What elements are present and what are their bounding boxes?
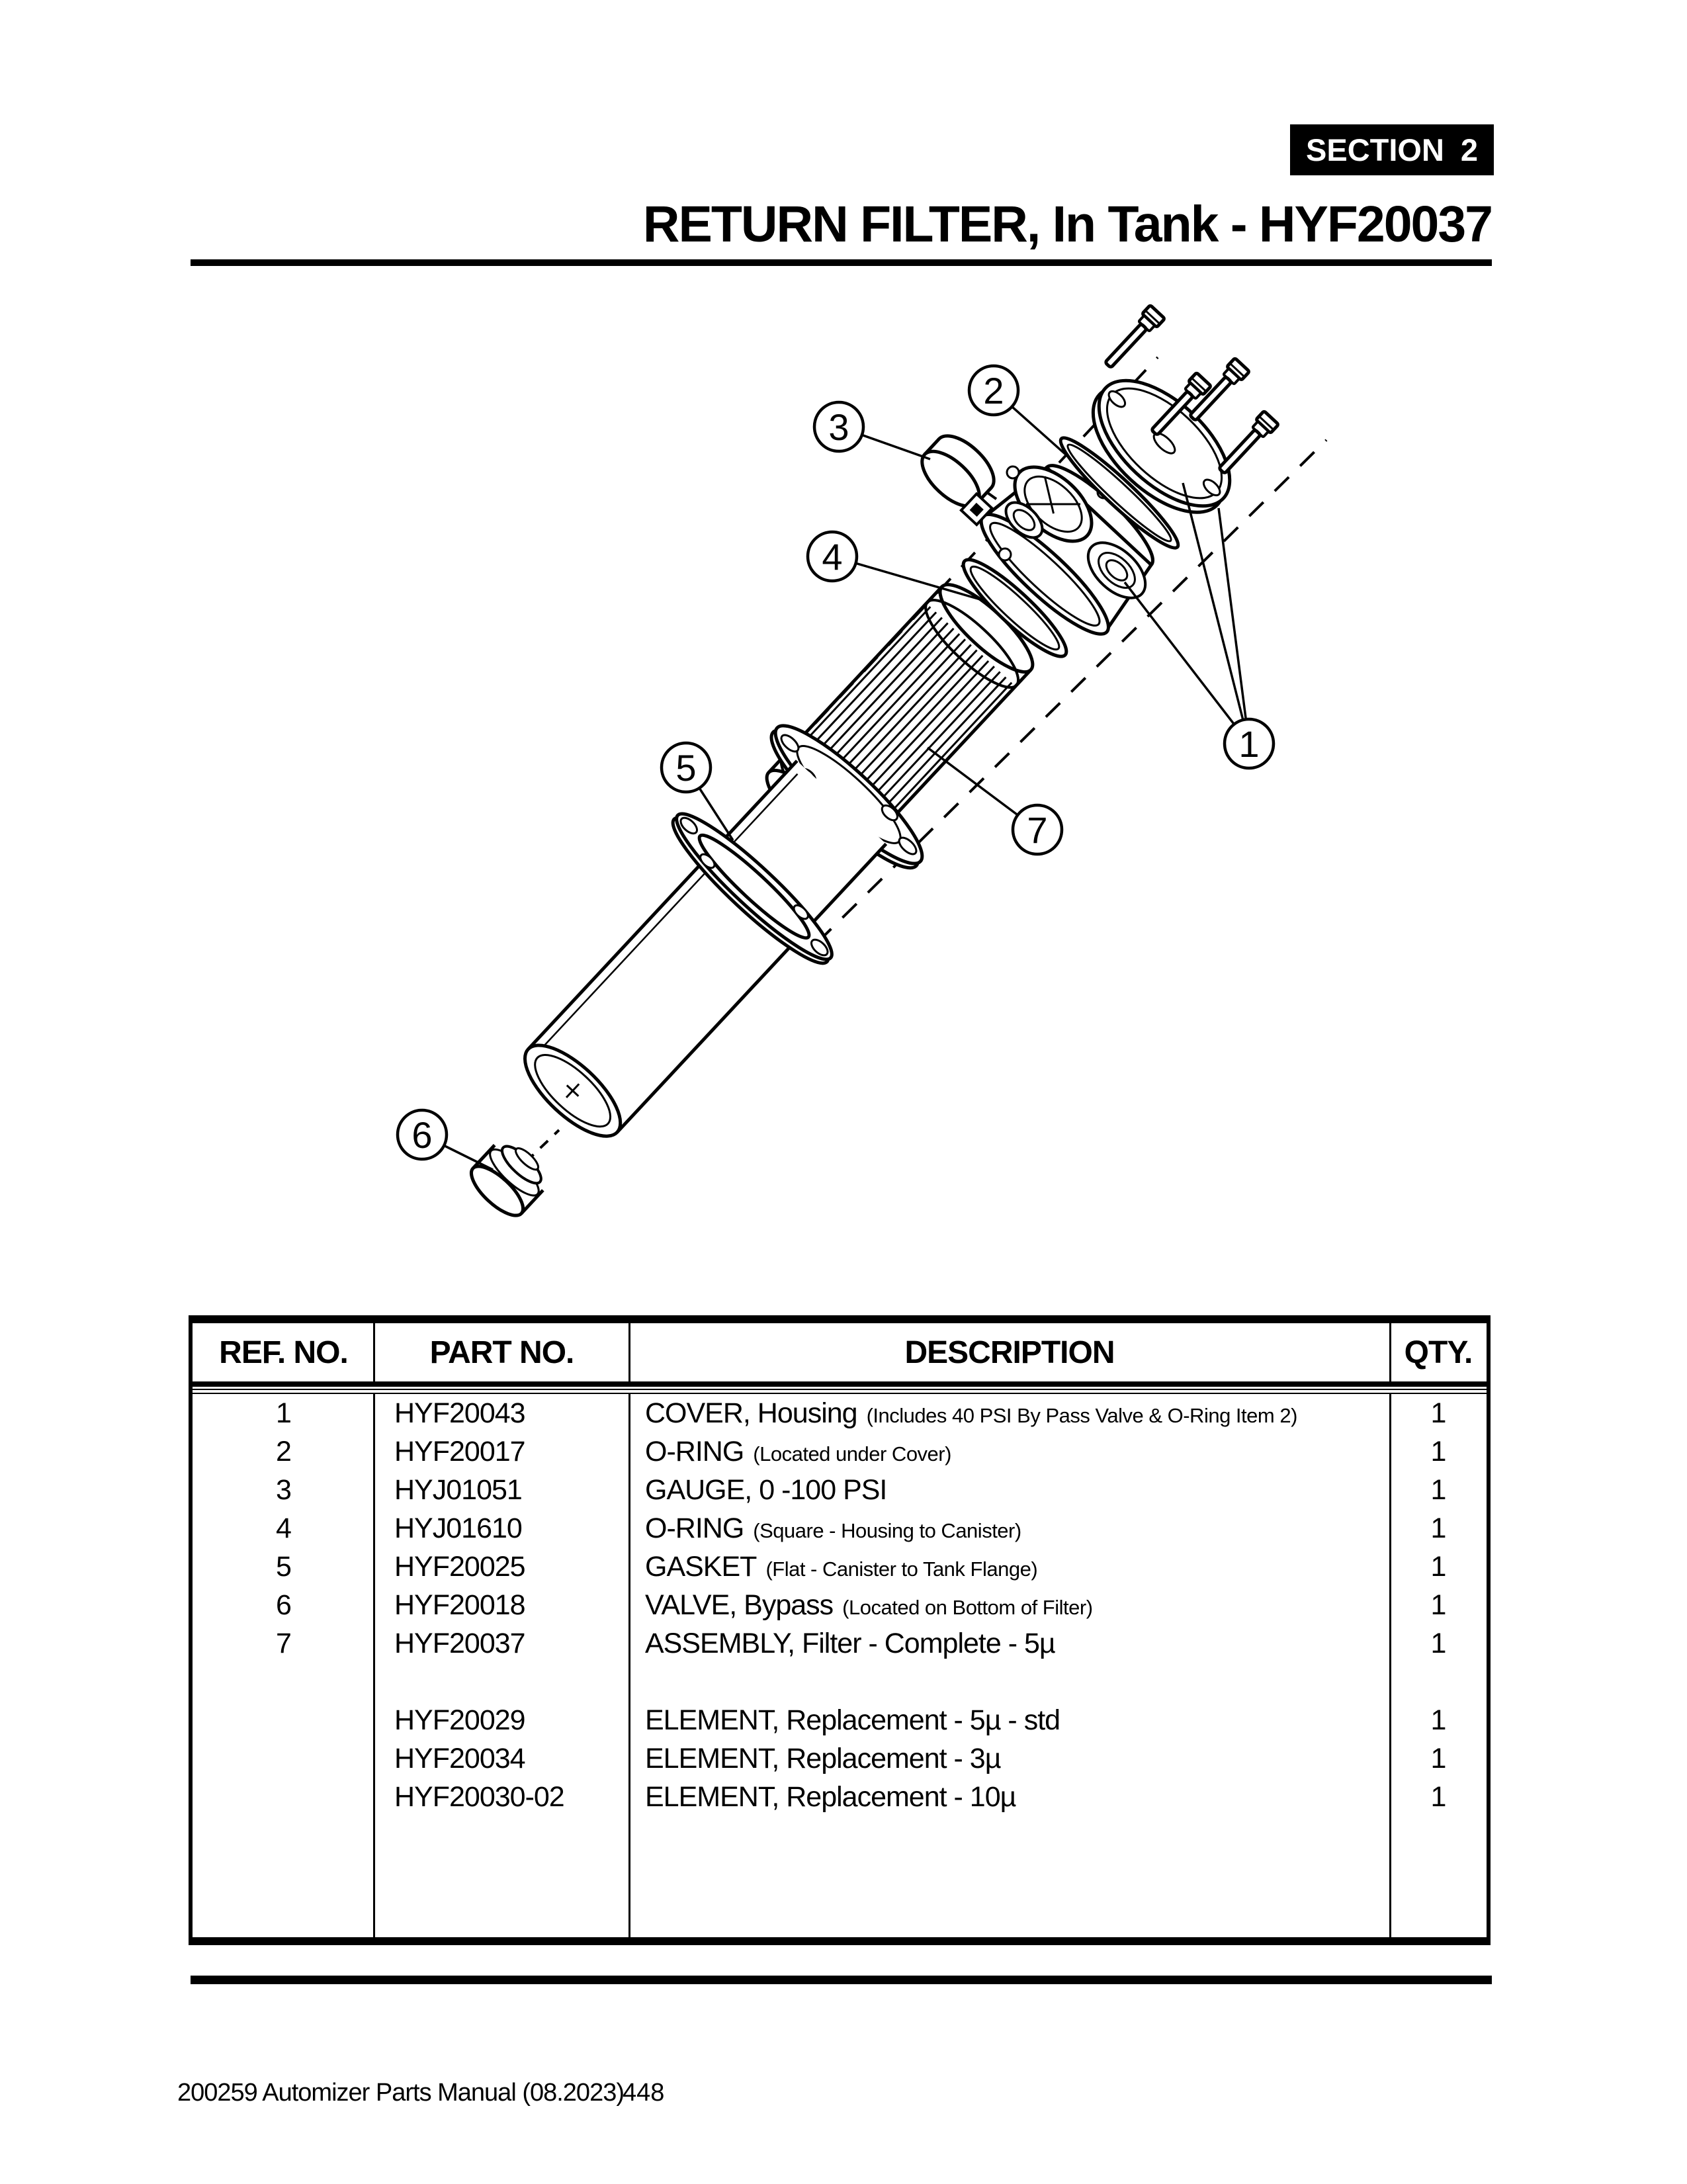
- exploded-view-diagram: [0, 284, 1687, 1264]
- part-cell: HYF20025: [394, 1550, 525, 1583]
- desc-cell: [629, 1397, 1390, 1430]
- canister-part: [484, 711, 936, 1176]
- ref-cell: 1: [276, 1397, 291, 1429]
- description-text: O-RING: [645, 1512, 744, 1544]
- callout-1: [1225, 719, 1274, 768]
- desc-cell: [629, 1704, 1390, 1737]
- callout-7-number: 7: [1027, 809, 1048, 851]
- callout-2-number: 2: [983, 370, 1004, 412]
- part-cell: HYF20037: [394, 1627, 525, 1659]
- callout-5-number: 5: [675, 747, 697, 789]
- callout-3-number: 3: [828, 406, 849, 448]
- table-row: [193, 1432, 1487, 1471]
- bottom-rule: [191, 1976, 1492, 1984]
- desc-cell: [629, 1551, 1390, 1583]
- description-text: ELEMENT, Replacement - 5µ - std: [645, 1704, 1060, 1736]
- section-label: SECTION: [1306, 132, 1444, 167]
- description-note: (Located on Bottom of Filter): [842, 1595, 1093, 1619]
- qty-cell: 1: [1430, 1550, 1446, 1583]
- part-cell: HYF20034: [394, 1742, 525, 1774]
- table-row: [193, 1624, 1487, 1663]
- part-cell: HYF20043: [394, 1397, 525, 1429]
- header-description: DESCRIPTION: [904, 1334, 1115, 1370]
- callout-6: [398, 1110, 447, 1159]
- callout-3: [814, 402, 863, 451]
- table-row: [193, 1471, 1487, 1509]
- ref-cell: 3: [276, 1473, 291, 1506]
- qty-cell: 1: [1430, 1435, 1446, 1467]
- description-note: (Located under Cover): [753, 1442, 951, 1465]
- part-cell: HYF20029: [394, 1704, 525, 1736]
- qty-cell: 1: [1430, 1589, 1446, 1621]
- desc-cell: [629, 1512, 1390, 1545]
- section-number: 2: [1460, 132, 1478, 167]
- header-part-no: PART NO.: [429, 1334, 574, 1370]
- table-row: [193, 1509, 1487, 1548]
- ref-cell: 7: [276, 1627, 291, 1659]
- footer-manual-info: 200259 Automizer Parts Manual (08.2023): [177, 2079, 624, 2107]
- table-row-blank: [193, 1663, 1487, 1701]
- description-text: ELEMENT, Replacement - 3µ: [645, 1742, 1001, 1774]
- part-cell: HYJ01051: [394, 1473, 522, 1506]
- header-separator: [193, 1381, 1487, 1394]
- callout-4: [808, 532, 857, 581]
- description-text: GASKET: [645, 1550, 757, 1583]
- callout-5: [662, 743, 711, 792]
- qty-cell: 1: [1430, 1704, 1446, 1736]
- qty-cell: 1: [1430, 1473, 1446, 1506]
- description-text: ASSEMBLY, Filter - Complete - 5µ: [645, 1627, 1055, 1659]
- callout-7: [1013, 805, 1062, 854]
- desc-cell: [629, 1743, 1390, 1775]
- ref-cell: 4: [276, 1512, 291, 1544]
- ref-cell: 5: [276, 1550, 291, 1583]
- table-row: [193, 1548, 1487, 1586]
- parts-table: [189, 1315, 1491, 1945]
- table-row: [193, 1586, 1487, 1624]
- description-note: (Includes 40 PSI By Pass Valve & O-Ring Item 2): [866, 1403, 1297, 1427]
- part-cell: HYF20018: [394, 1589, 525, 1621]
- callout-2: [969, 366, 1018, 415]
- description-text: GAUGE, 0 -100 PSI: [645, 1473, 887, 1506]
- page-title: RETURN FILTER, In Tank - HYF20037: [642, 196, 1492, 253]
- qty-cell: 1: [1430, 1742, 1446, 1774]
- description-note: (Square - Housing to Canister): [753, 1518, 1021, 1542]
- table-row: [193, 1778, 1487, 1816]
- qty-cell: 1: [1430, 1512, 1446, 1544]
- section-badge: [1290, 124, 1494, 175]
- table-body: [193, 1394, 1487, 1816]
- desc-cell: [629, 1474, 1390, 1507]
- qty-cell: 1: [1430, 1627, 1446, 1659]
- footer-page-number: 448: [623, 2079, 665, 2107]
- table-row: [193, 1394, 1487, 1432]
- description-text: O-RING: [645, 1435, 744, 1467]
- desc-cell: [629, 1589, 1390, 1622]
- ref-cell: 2: [276, 1435, 291, 1467]
- desc-cell: [629, 1628, 1390, 1660]
- table-row: [193, 1739, 1487, 1778]
- qty-cell: 1: [1430, 1780, 1446, 1813]
- table-row: [193, 1701, 1487, 1739]
- callout-6-number: 6: [411, 1114, 433, 1156]
- ref-cell: 6: [276, 1589, 291, 1621]
- desc-cell: [629, 1436, 1390, 1468]
- table-header-row: [193, 1323, 1487, 1381]
- callout-4-number: 4: [822, 536, 843, 578]
- description-note: (Flat - Canister to Tank Flange): [765, 1557, 1038, 1581]
- part-cell: HYF20030-02: [394, 1780, 564, 1813]
- header-ref-no: REF. NO.: [219, 1334, 348, 1370]
- part-cell: HYJ01610: [394, 1512, 522, 1544]
- description-text: VALVE, Bypass: [645, 1589, 834, 1621]
- desc-cell: [629, 1781, 1390, 1813]
- callout-1-number: 1: [1238, 723, 1260, 765]
- title-rule: [191, 259, 1492, 266]
- header-qty: QTY.: [1404, 1334, 1473, 1370]
- qty-cell: 1: [1430, 1397, 1446, 1429]
- description-text: COVER, Housing: [645, 1397, 857, 1429]
- description-text: ELEMENT, Replacement - 10µ: [645, 1780, 1016, 1813]
- part-cell: HYF20017: [394, 1435, 525, 1467]
